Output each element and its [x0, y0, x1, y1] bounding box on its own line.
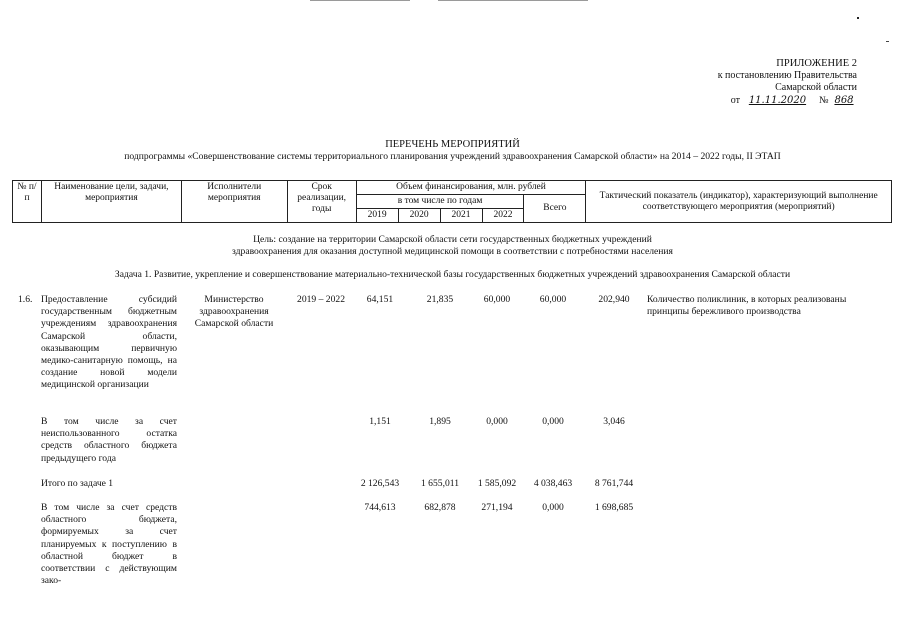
- scan-edge-artifact: [438, 0, 588, 1]
- col-header-term: Срок реализации, годы: [287, 181, 356, 223]
- col-header-year: 2021: [440, 209, 482, 223]
- handwritten-number: 868: [834, 95, 854, 106]
- scan-speck: [886, 41, 889, 42]
- value-total: 1 698,685: [594, 502, 634, 513]
- col-header-year: 2019: [356, 209, 398, 223]
- document-title: ПЕРЕЧЕНЬ МЕРОПРИЯТИЙ: [385, 139, 520, 150]
- value-2019: 744,613: [364, 502, 396, 513]
- value-2022: 60,000: [539, 294, 567, 305]
- row-indicator: Количество поликлиник, в которых реализованы принципы бережливого производства: [647, 294, 847, 318]
- value-2021: 1 585,092: [477, 478, 517, 489]
- row-executor: Министерство здравоохранения Самарской области: [194, 294, 274, 330]
- row-name: В том числе за счет средств областного бюджета, формируемых за счет планируемых к поступлению в областной бюджет в соответствии с действующим зако-: [41, 502, 177, 587]
- handwritten-date: 11.11.2020: [748, 95, 807, 106]
- value-2019: 2 126,543: [360, 478, 400, 489]
- col-header-num: № п/п: [13, 181, 42, 223]
- number-label: №: [818, 95, 829, 106]
- row-name: Предоставление субсидий государственным бюджетным учреждениям здравоохранения Самарской области, оказывающим первичную медико-санитарную помощь, на создание новой модели медицинской организации: [41, 294, 177, 391]
- col-header-incl-years: в том числе по годам: [356, 195, 524, 209]
- col-header-year: 2022: [482, 209, 524, 223]
- appendix-block: [718, 58, 857, 107]
- value-2022: 0,000: [542, 416, 564, 427]
- task-text: Задача 1. Развитие, укрепление и совершенствование материально-технической базы государственных бюджетных учреждений здравоохранения Самарской области: [114, 269, 791, 280]
- value-total: 3,046: [603, 416, 625, 427]
- value-2020: 21,835: [426, 294, 454, 305]
- appendix-line: к постановлению Правительства: [717, 70, 857, 81]
- row-name: В том числе за счет неиспользованного остатка средств областного бюджета предыдущего года: [41, 416, 177, 464]
- from-label: от: [730, 95, 740, 106]
- col-header-total: Всего: [524, 195, 586, 223]
- value-2020: 682,878: [424, 502, 456, 513]
- value-2019: 1,151: [369, 416, 391, 427]
- value-total: 202,940: [598, 294, 630, 305]
- value-2021: 271,194: [481, 502, 513, 513]
- appendix-line: Самарской области: [775, 82, 857, 93]
- appendix-date-line: [718, 95, 857, 107]
- col-header-name: Наименование цели, задачи, мероприятия: [41, 181, 181, 223]
- row-term: 2019 – 2022: [297, 294, 345, 305]
- value-total: 8 761,744: [594, 478, 634, 489]
- value-2019: 64,151: [366, 294, 394, 305]
- document-subtitle: подпрограммы «Совершенствование системы территориального планирования учреждений здравоохранения Самарской области» на 2014 – 2022 годы, II ЭТАП: [124, 151, 781, 162]
- value-2022: 0,000: [542, 502, 564, 513]
- row-number: 1.6.: [18, 294, 33, 305]
- col-header-funding: Объем финансирования, млн. рублей: [356, 181, 586, 195]
- value-2020: 1 655,011: [420, 478, 460, 489]
- table-header: [12, 180, 892, 223]
- col-header-year: 2020: [398, 209, 440, 223]
- value-2022: 4 038,463: [533, 478, 573, 489]
- appendix-title: ПРИЛОЖЕНИЕ 2: [776, 58, 857, 69]
- col-header-indicator: Тактический показатель (индикатор), характеризующий выполнение соответствующего мероприятия (мероприятий): [586, 181, 892, 223]
- goal-text: Цель: создание на территории Самарской области сети государственных бюджетных учреждений здравоохранения для оказания доступной медицинской помощи в соответствии с потребностями населения: [232, 234, 673, 257]
- value-2021: 0,000: [486, 416, 508, 427]
- value-2021: 60,000: [483, 294, 511, 305]
- col-header-executors: Исполнители мероприятия: [181, 181, 287, 223]
- value-2020: 1,895: [429, 416, 451, 427]
- scan-edge-artifact: [310, 0, 410, 1]
- scan-speck: [857, 17, 859, 19]
- row-name: Итого по задаче 1: [41, 478, 114, 489]
